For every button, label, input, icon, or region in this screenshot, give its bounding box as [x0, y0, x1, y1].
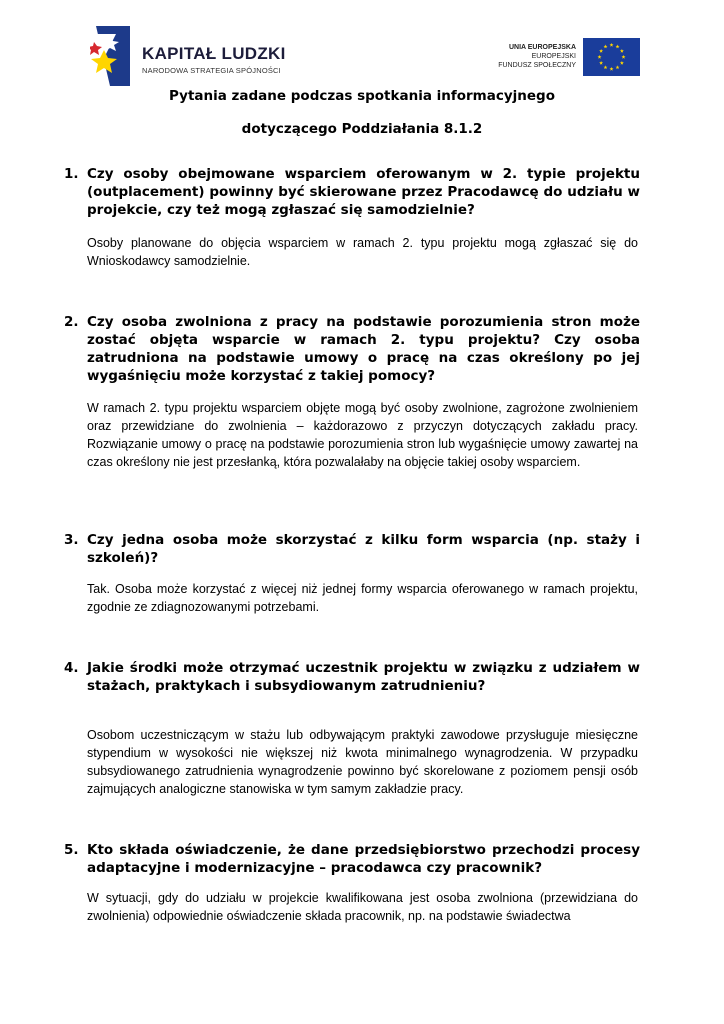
- logo-subtitle: NARODOWA STRATEGIA SPÓJNOŚCI: [142, 66, 281, 75]
- question-number: 3.: [64, 532, 79, 548]
- question-text: Czy osoba zwolniona z pracy na podstawie porozumienia stron może zostać objęta wsparcie w ramach 2. typu projektu? Czy osoba zatrudniona na podstawie umowy o pracę na czas określony po jej wygaśnięciu może korzystać z takiej pomocy?: [87, 314, 640, 384]
- question-4: [64, 659, 640, 695]
- answer-5: W sytuacji, gdy do udziału w projekcie kwalifikowana jest osoba zwolniona (przewidziana do zwolnienia) odpowiednie oświadczenie składa pracownik, np. na podstawie świadectwa: [87, 891, 638, 923]
- eu-label-line1: UNIA EUROPEJSKA: [508, 44, 576, 51]
- kapital-ludzki-logo-icon: [90, 26, 130, 86]
- eu-label-line2: EUROPEJSKI: [531, 53, 576, 60]
- logo-title: KAPITAŁ LUDZKI: [142, 44, 286, 63]
- answer-3: Tak. Osoba może korzystać z więcej niż jednej formy wsparcia oferowanego w ramach projektu, zgodnie ze zdiagnozowanymi potrzebami.: [87, 582, 638, 614]
- question-number: 2.: [64, 314, 79, 330]
- question-5: [64, 841, 640, 877]
- answer-4: Osobom uczestniczącym w stażu lub odbywającym praktyki zawodowe przysługuje miesięczne stypendium w wysokości nie większej niż kwota minimalnego wynagrodzenia. W przypadku subsydiowanego zatrudnienia wynagrodzenie powinno być skorelowane z poziomem pensji osób zajmujących analogiczne stanowiska w tym samym zakładzie pracy.: [87, 728, 638, 796]
- question-3: [64, 531, 640, 567]
- question-text: Czy jedna osoba może skorzystać z kilku form wsparcia (np. staży i szkoleń)?: [87, 532, 640, 566]
- document-title-line1: Pytania zadane podczas spotkania informacyjnego: [169, 88, 555, 104]
- eu-label: [498, 43, 576, 70]
- question-number: 5.: [64, 842, 79, 858]
- question-number: 1.: [64, 166, 79, 182]
- question-text: Kto składa oświadczenie, że dane przedsiębiorstwo przechodzi procesy adaptacyjne i modernizacyjne – pracodawca czy pracownik?: [87, 842, 640, 876]
- question-1: [64, 165, 640, 219]
- question-text: Czy osoby obejmowane wsparciem oferowanym w 2. typie projektu (outplacement) powinny być skierowane przez Pracodawcę do udziału w projekcie, czy też mogą zgłaszać się samodzielnie?: [87, 166, 640, 218]
- document-title-line2: dotyczącego Poddziałania 8.1.2: [241, 121, 483, 137]
- eu-label-line3: FUNDUSZ SPOŁECZNY: [498, 62, 576, 69]
- question-text: Jakie środki może otrzymać uczestnik projektu w związku z udziałem w stażach, praktykach i subsydiowanym zatrudnieniu?: [87, 660, 640, 694]
- question-number: 4.: [64, 660, 79, 676]
- page-header: [0, 0, 724, 90]
- answer-1: Osoby planowane do objęcia wsparciem w ramach 2. typu projektu mogą zgłaszać się do Wnioskodawcy samodzielnie.: [87, 236, 638, 268]
- answer-2: W ramach 2. typu projektu wsparciem objęte mogą być osoby zwolnione, zagrożone zwolnieniem oraz przewidziane do zwolnienia – każdorazowo z przyczyn dotyczących zakładu pracy. Rozwiązanie umowy o pracę na podstawie porozumienia stron lub wygaśnięcie umowy zawartej na czas określony nie jest przesłanką, która pozwalałaby na objęcie takiej osoby wsparciem.: [87, 401, 638, 469]
- eu-flag-icon: [583, 38, 640, 76]
- question-2: [64, 313, 640, 385]
